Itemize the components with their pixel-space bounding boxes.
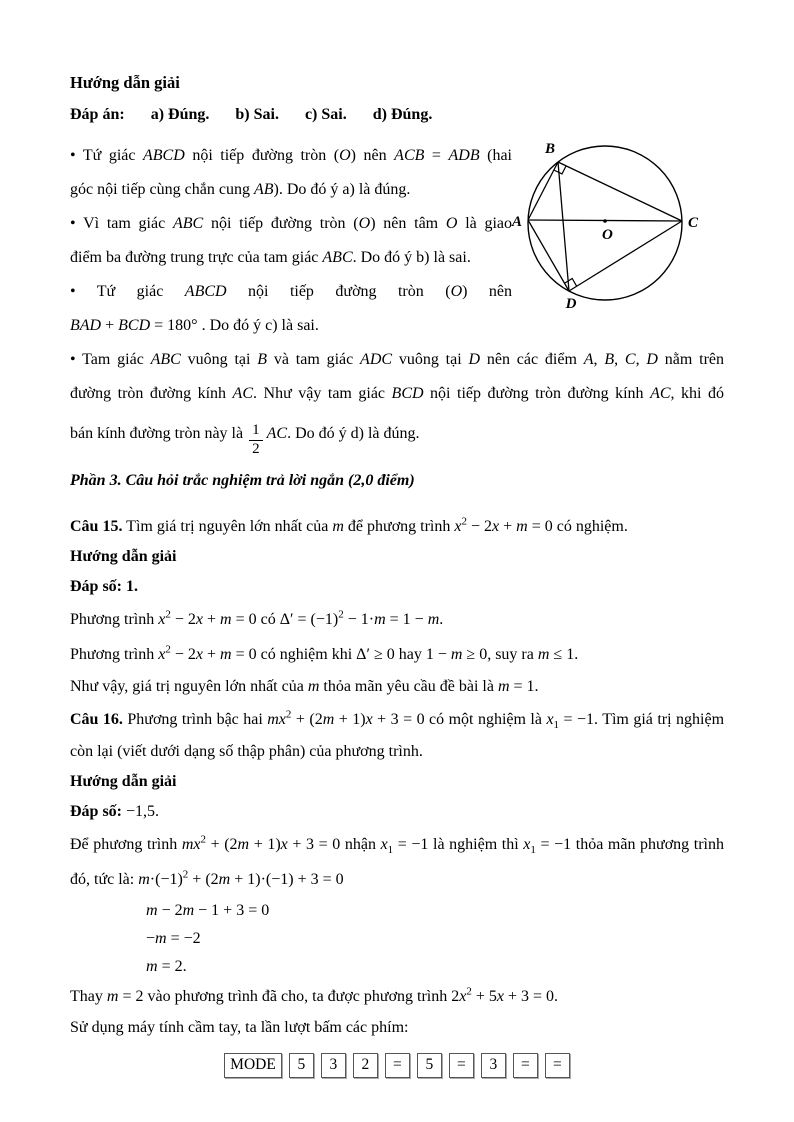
calculator-key-3: 3 xyxy=(321,1053,346,1078)
answers-label: Đáp án: xyxy=(70,106,125,123)
point-label-A: A xyxy=(511,214,522,230)
bullet4-line1: • Tam giác ABC vuông tại B và tam giác ADC vuông tại D nên các điểm A, B, C, D nằm trên xyxy=(70,351,725,368)
answer-item-d: d) Đúng. xyxy=(372,106,433,123)
q16-step1-line1: Để phương trình $mx^2 + (2m + 1)x + 3 = 0$ nhận $x_1 = -1$ là nghiệm thì $x_1 = -1$ thỏa mãn phương trình xyxy=(70,833,725,856)
calculator-key-5: 5 xyxy=(289,1053,314,1078)
calculator-intro: Sử dụng máy tính cầm tay, ta lần lượt bấm các phím: xyxy=(70,1018,409,1036)
question-16-title-line2: còn lại (viết dưới dạng số thập phân) của phương trình. xyxy=(70,742,423,760)
bullet2-line2: điểm ba đường trung trực của tam giác ABC. Do đó ý b) là sai. xyxy=(70,249,471,266)
answers-row xyxy=(70,106,724,124)
chord-AD xyxy=(528,220,569,291)
calculator-keys-row xyxy=(70,1053,724,1078)
q15-step1: Phương trình $x^2 - 2x + m = 0$ có $\Delta' = (-1)^2 - 1\cdot m = 1 - m$. xyxy=(70,608,444,628)
calculator-key-equals-2: = xyxy=(449,1053,474,1078)
calculator-key-mode: MODE xyxy=(224,1053,282,1078)
point-label-C: C xyxy=(688,215,699,231)
q16-answer: Đáp số: −1,5. xyxy=(70,802,160,820)
bullet1-line2: góc nội tiếp cùng chắn cung AB). Do đó ý a) là đúng. xyxy=(70,181,411,198)
circle-outline xyxy=(528,146,682,300)
bullet3-line1: • Tứ giác ABCD nội tiếp đường tròn (O) nên xyxy=(70,283,513,300)
q15-answer: Đáp số: 1. xyxy=(70,577,139,595)
chord-BD xyxy=(558,162,569,291)
bullet1-line1: • Tứ giác ABCD nội tiếp đường tròn (O) nên ACB = ADB (hai xyxy=(70,147,512,164)
q15-solution-heading: Hướng dẫn giải xyxy=(70,547,177,565)
q16-solution-heading: Hướng dẫn giải xyxy=(70,772,177,790)
question-15-title: Câu 15. Tìm giá trị nguyên lớn nhất của m để phương trình $x^2 - 2x + m = 0$ có nghiệm. xyxy=(70,515,628,535)
q15-step3: Như vậy, giá trị nguyên lớn nhất của m thỏa mãn yêu cầu đề bài là m = 1. xyxy=(70,677,539,695)
point-label-D: D xyxy=(565,296,577,312)
q16-equation1: m − 2m − 1 + 3 = 0 xyxy=(146,901,270,919)
part3-heading: Phần 3. Câu hỏi trắc nghiệm trả lời ngắn (2,0 điểm) xyxy=(70,471,415,489)
calculator-key-2: 2 xyxy=(353,1053,378,1078)
point-label-B: B xyxy=(544,141,556,157)
calculator-key-5b: 5 xyxy=(417,1053,442,1078)
calculator-key-equals-4: = xyxy=(545,1053,570,1078)
calculator-key-equals-1: = xyxy=(385,1053,410,1078)
calculator-key-3b: 3 xyxy=(481,1053,506,1078)
bullet4-line2: đường tròn đường kính AC. Như vậy tam giác BCD nội tiếp đường tròn đường kính AC, khi đó xyxy=(70,385,725,402)
circle-diagram xyxy=(510,133,720,319)
bullet4-line3: bán kính đường tròn này là $\frac{1}{2}$ AC. Do đó ý d) là đúng. xyxy=(70,422,420,457)
question-16-title-line1: Câu 16. Phương trình bậc hai $mx^2 + (2m + 1)x + 3 = 0$ có một nghiệm là $x_1 = -1$. Tìm giá trị nghiệm xyxy=(70,708,725,731)
center-point xyxy=(603,219,607,223)
chord-AB xyxy=(528,162,558,220)
chord-DC xyxy=(569,221,682,291)
bullet3-line2: BAD + BCD = 180° . Do đó ý c) là sai. xyxy=(70,317,319,334)
q16-conclusion: Thay m = 2 vào phương trình đã cho, ta được phương trình $2x^2 + 5x + 3 = 0$. xyxy=(70,985,559,1005)
answer-item-c: c) Sai. xyxy=(304,106,347,123)
solution-heading: Hướng dẫn giải xyxy=(70,73,180,92)
calculator-key-equals-3: = xyxy=(513,1053,538,1078)
q16-equation2: −m = −2 xyxy=(146,929,201,947)
center-label-O: O xyxy=(602,227,613,243)
q16-equation3: m = 2. xyxy=(146,957,187,975)
q16-step1-line2: đó, tức là: $m\cdot(-1)^2 + (2m + 1)\cdot(-1) + 3 = 0$ xyxy=(70,868,344,888)
bullets-with-figure xyxy=(70,139,724,343)
answer-item-b: b) Sai. xyxy=(235,106,279,123)
answer-item-a: a) Đúng. xyxy=(150,106,210,123)
bullet2-line1: • Vì tam giác ABC nội tiếp đường tròn (O) nên tâm O là giao xyxy=(70,215,513,232)
q15-step2: Phương trình $x^2 - 2x + m = 0$ có nghiệm khi Δ′ ≥ 0 hay 1 − m ≥ 0, suy ra m ≤ 1. xyxy=(70,643,579,663)
chord-BC xyxy=(558,162,682,221)
